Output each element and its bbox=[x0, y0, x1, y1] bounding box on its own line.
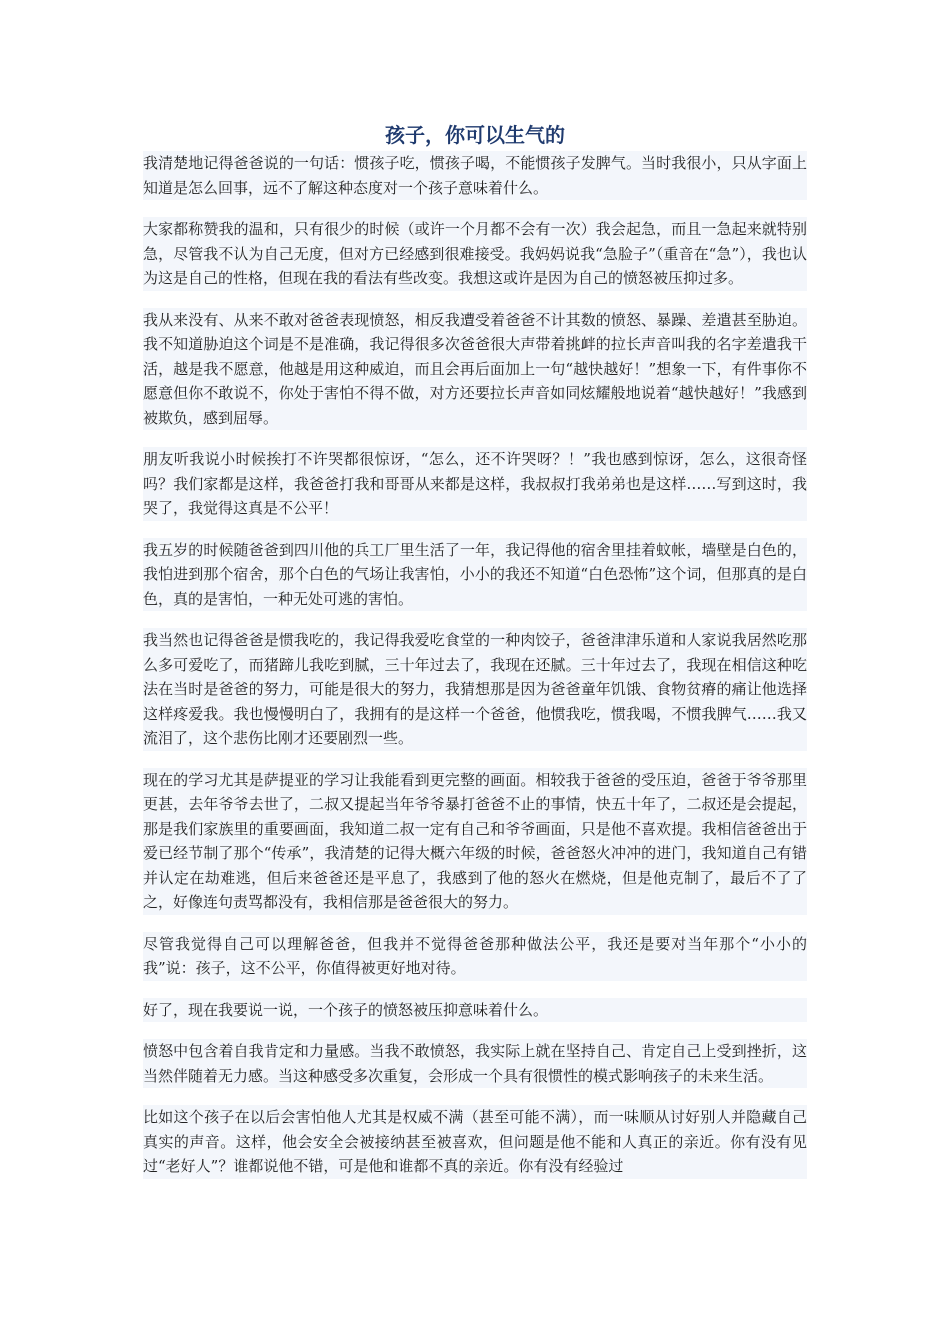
paragraph-7: 现在的学习尤其是萨提亚的学习让我能看到更完整的画面。相较我于爸爸的受压迫，爸爸于爷爷那里更甚，去年爷爷去世了，二叔又提起当年爷爷暴打爸爸不止的事情，快五十年了，二叔还是会提起，那是我们家族里的重要画面，我知道二叔一定有自己和爷爷画面，只是他不喜欢提。我相信爸爸出于爱已经节制了那个“传承”，我清楚的记得大概六年级的时候，爸爸怒火冲冲的进门，我知道自己有错并认定在劫难逃，但后来爸爸还是平息了，我感到了他的怒火在燃烧，但是他克制了，最后不了了之，好像连句责骂都没有，我相信那是爸爸很大的努力。 bbox=[143, 768, 807, 915]
paragraph-10: 愤怒中包含着自我肯定和力量感。当我不敢愤怒，我实际上就在坚持自己、肯定自己上受到挫折，这当然伴随着无力感。当这种感受多次重复，会形成一个具有很惯性的模式影响孩子的未来生活。 bbox=[143, 1039, 807, 1088]
paragraph-2: 大家都称赞我的温和，只有很少的时候（或许一个月都不会有一次）我会起急，而且一急起来就特别急，尽管我不认为自己无度，但对方已经感到很难接受。我妈妈说我“急脸子”（重音在“急”），我也认为这是自己的性格，但现在我的看法有些改变。我想这或许是因为自己的愤怒被压抑过多。 bbox=[143, 217, 807, 291]
paragraph-1: 我清楚地记得爸爸说的一句话：惯孩子吃，惯孩子喝，不能惯孩子发脾气。当时我很小，只从字面上知道是怎么回事，远不了解这种态度对一个孩子意味着什么。 bbox=[143, 151, 807, 200]
paragraph-4: 朋友听我说小时候挨打不许哭都很惊讶，“怎么，还不许哭呀？！”我也感到惊讶，怎么，这很奇怪吗？我们家都是这样，我爸爸打我和哥哥从来都是这样，我叔叔打我弟弟也是这样……写到这时，我哭了，我觉得这真是不公平！ bbox=[143, 447, 807, 521]
paragraph-5: 我五岁的时候随爸爸到四川他的兵工厂里生活了一年，我记得他的宿舍里挂着蚊帐，墙壁是白色的，我怕进到那个宿舍，那个白色的气场让我害怕，小小的我还不知道“白色恐怖”这个词，但那真的是白色，真的是害怕，一种无处可逃的害怕。 bbox=[143, 538, 807, 612]
paragraph-8: 尽管我觉得自己可以理解爸爸，但我并不觉得爸爸那种做法公平，我还是要对当年那个“小小的我”说：孩子，这不公平，你值得被更好地对待。 bbox=[143, 932, 807, 981]
paragraph-9: 好了，现在我要说一说，一个孩子的愤怒被压抑意味着什么。 bbox=[143, 998, 807, 1023]
page-title: 孩子，你可以生气的 bbox=[385, 123, 565, 147]
paragraph-3: 我从来没有、从来不敢对爸爸表现愤怒，相反我遭受着爸爸不计其数的愤怒、暴躁、差遣甚至胁迫。我不知道胁迫这个词是不是准确，我记得很多次爸爸很大声带着挑衅的拉长声音叫我的名字差遣我干活，越是我不愿意，他越是用这种威迫，而且会再后面加上一句“越快越好！”想象一下，有件事你不愿意但你不敢说不，你处于害怕不得不做，对方还要拉长声音如同炫耀般地说着“越快越好！”我感到被欺负，感到屈辱。 bbox=[143, 308, 807, 431]
paragraph-11: 比如这个孩子在以后会害怕他人尤其是权威不满（甚至可能不满），而一味顺从讨好别人并隐藏自己真实的声音。这样，他会安全会被接纳甚至被喜欢，但问题是他不能和人真正的亲近。你有没有见过“老好人”？谁都说他不错，可是他和谁都不真的亲近。你有没有经验过 bbox=[143, 1105, 807, 1179]
article-body bbox=[143, 151, 807, 1221]
paragraph-6: 我当然也记得爸爸是惯我吃的，我记得我爱吃食堂的一种肉饺子，爸爸津津乐道和人家说我居然吃那么多可爱吃了，而猪蹄儿我吃到腻，三十年过去了，我现在还腻。三十年过去了，我现在相信这种吃法在当时是爸爸的努力，可能是很大的努力，我猜想那是因为爸爸童年饥饿、食物贫瘠的痛让他选择这样疼爱我。我也慢慢明白了，我拥有的是这样一个爸爸，他惯我吃，惯我喝，不惯我脾气……我又流泪了，这个悲伤比刚才还要剧烈一些。 bbox=[143, 628, 807, 751]
